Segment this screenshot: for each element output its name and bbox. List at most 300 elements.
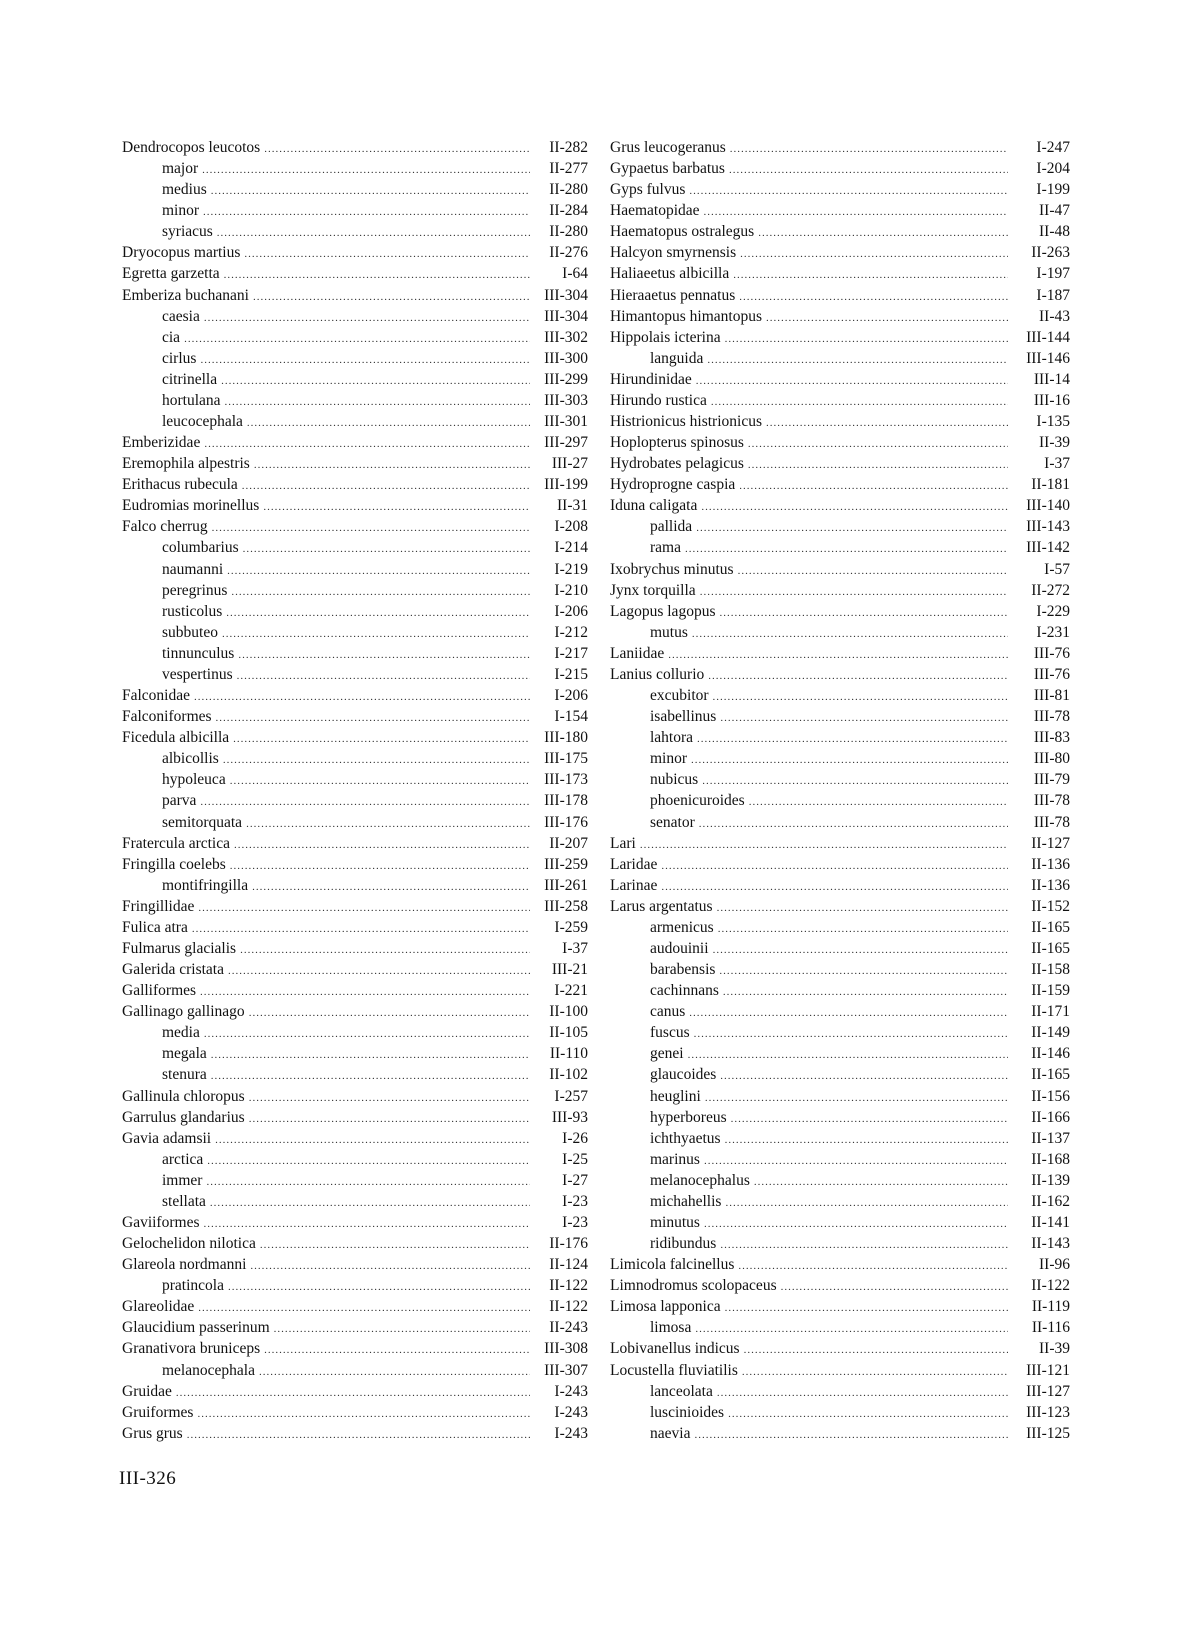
- entry-page-ref: I-219: [554, 560, 588, 578]
- index-entry: [122, 474, 588, 495]
- entry-page-ref: III-178: [544, 792, 588, 810]
- dot-leader: [231, 582, 530, 603]
- index-entry: [122, 1149, 588, 1170]
- index-entry: [610, 706, 1070, 727]
- entry-name: caesia: [162, 307, 200, 325]
- entry-page-ref: III-304: [544, 286, 588, 304]
- entry-page-ref: III-121: [1026, 1361, 1070, 1379]
- entry-name: Haematopus ostralegus: [610, 223, 755, 241]
- entry-name: Limnodromus scolopaceus: [610, 1277, 777, 1295]
- entry-page-ref: II-165: [1031, 939, 1070, 957]
- entry-page-ref: III-258: [544, 897, 588, 915]
- dot-leader: [713, 687, 1008, 708]
- entry-name: Larus argentatus: [610, 897, 713, 915]
- entry-name: columbarius: [162, 539, 239, 557]
- index-entry: [122, 622, 588, 643]
- entry-page-ref: I-57: [1044, 560, 1070, 578]
- entry-page-ref: II-136: [1031, 876, 1070, 894]
- entry-name: stenura: [162, 1066, 207, 1084]
- index-entry: [122, 769, 588, 790]
- index-entry: [122, 327, 588, 348]
- entry-name: Emberiza buchanani: [122, 286, 249, 304]
- dot-leader: [203, 1214, 530, 1235]
- index-entry: [610, 1275, 1070, 1296]
- dot-leader: [725, 1298, 1008, 1319]
- entry-page-ref: II-137: [1031, 1129, 1070, 1147]
- entry-page-ref: II-102: [549, 1066, 588, 1084]
- index-entry: [610, 896, 1070, 917]
- index-entry: [122, 917, 588, 938]
- index-entry: [610, 1170, 1070, 1191]
- dot-leader: [766, 413, 1008, 434]
- index-entry: [122, 348, 588, 369]
- dot-leader: [720, 1066, 1008, 1087]
- index-entry: [610, 1338, 1070, 1359]
- index-entry: [610, 727, 1070, 748]
- entry-name: Hieraaetus pennatus: [610, 286, 736, 304]
- index-entry: [610, 685, 1070, 706]
- entry-name: subbuteo: [162, 623, 218, 641]
- dot-leader: [237, 666, 530, 687]
- index-entry: [122, 854, 588, 875]
- entry-page-ref: II-39: [1039, 1340, 1070, 1358]
- entry-name: Locustella fluviatilis: [610, 1361, 738, 1379]
- entry-name: leucocephala: [162, 413, 243, 431]
- dot-leader: [242, 476, 530, 497]
- dot-leader: [728, 1404, 1008, 1425]
- dot-leader: [223, 750, 530, 771]
- index-entry: [610, 1149, 1070, 1170]
- entry-name: cia: [162, 328, 181, 346]
- entry-name: tinnunculus: [162, 644, 235, 662]
- entry-name: Falco cherrug: [122, 518, 208, 536]
- index-entry: [122, 516, 588, 537]
- index-entry: [610, 1423, 1070, 1444]
- entry-page-ref: II-48: [1039, 223, 1070, 241]
- dot-leader: [211, 1066, 530, 1087]
- dot-leader: [685, 539, 1008, 560]
- entry-page-ref: I-154: [554, 708, 588, 726]
- entry-name: Haematopidae: [610, 202, 700, 220]
- entry-page-ref: I-187: [1036, 286, 1070, 304]
- entry-name: Fulmarus glacialis: [122, 939, 237, 957]
- entry-page-ref: III-299: [544, 370, 588, 388]
- entry-page-ref: II-136: [1031, 855, 1070, 873]
- index-entry: [610, 622, 1070, 643]
- entry-page-ref: II-263: [1031, 244, 1070, 262]
- index-entry: [610, 200, 1070, 221]
- dot-leader: [748, 434, 1008, 455]
- index-column-left: [122, 137, 588, 1444]
- index-entry: [610, 1402, 1070, 1423]
- entry-name: canus: [650, 1003, 686, 1021]
- entry-page-ref: II-156: [1031, 1087, 1070, 1105]
- entry-name: Grus leucogeranus: [610, 139, 726, 156]
- entry-page-ref: II-146: [1031, 1045, 1070, 1063]
- entry-name: peregrinus: [162, 581, 228, 599]
- entry-page-ref: III-180: [544, 729, 588, 747]
- entry-page-ref: II-158: [1031, 961, 1070, 979]
- index-entry: [610, 1254, 1070, 1275]
- index-entry: [122, 1022, 588, 1043]
- index-entry: [122, 1086, 588, 1107]
- index-entry: [610, 1233, 1070, 1254]
- entry-name: melanocephalus: [650, 1171, 750, 1189]
- dot-leader: [234, 835, 530, 856]
- entry-name: syriacus: [162, 223, 213, 241]
- entry-page-ref: III-308: [544, 1340, 588, 1358]
- entry-page-ref: II-116: [1031, 1319, 1070, 1337]
- dot-leader: [259, 1362, 530, 1383]
- entry-page-ref: III-142: [1026, 539, 1070, 557]
- dot-leader: [740, 244, 1008, 265]
- entry-page-ref: II-280: [549, 223, 588, 241]
- entry-page-ref: III-78: [1033, 708, 1070, 726]
- index-entry: [122, 453, 588, 474]
- index-entry: [122, 1128, 588, 1149]
- entry-page-ref: I-247: [1036, 139, 1070, 156]
- entry-page-ref: II-168: [1031, 1150, 1070, 1168]
- entry-page-ref: II-282: [549, 139, 588, 156]
- dot-leader: [696, 371, 1008, 392]
- entry-page-ref: III-303: [544, 391, 588, 409]
- index-entry: [610, 1107, 1070, 1128]
- dot-leader: [725, 1193, 1008, 1214]
- entry-page-ref: II-176: [549, 1235, 588, 1253]
- entry-page-ref: III-144: [1026, 328, 1070, 346]
- entry-name: pratincola: [162, 1277, 224, 1295]
- index-entry: [610, 1212, 1070, 1233]
- dot-leader: [731, 1109, 1008, 1130]
- dot-leader: [197, 1404, 530, 1425]
- entry-name: Hydrobates pelagicus: [610, 455, 744, 473]
- entry-name: Eudromias morinellus: [122, 497, 260, 515]
- dot-leader: [206, 1172, 530, 1193]
- dot-leader: [254, 455, 530, 476]
- entry-name: Gallinula chloropus: [122, 1087, 245, 1105]
- dot-leader: [187, 1425, 530, 1446]
- index-entry: [610, 1381, 1070, 1402]
- dot-leader: [260, 1235, 530, 1256]
- dot-leader: [754, 1172, 1008, 1193]
- index-entry: [122, 1423, 588, 1444]
- entry-name: Iduna caligata: [610, 497, 698, 515]
- index-entry: [610, 516, 1070, 537]
- entry-page-ref: II-165: [1031, 1066, 1070, 1084]
- index-entry: [122, 1296, 588, 1317]
- dot-leader: [194, 687, 530, 708]
- dot-leader: [704, 1151, 1008, 1172]
- entry-name: Garrulus glandarius: [122, 1108, 245, 1126]
- entry-page-ref: I-217: [554, 644, 588, 662]
- dot-leader: [718, 919, 1008, 940]
- entry-page-ref: III-146: [1026, 349, 1070, 367]
- dot-leader: [221, 371, 530, 392]
- entry-page-ref: III-301: [544, 413, 588, 431]
- index-entry: [122, 263, 588, 284]
- index-entry: [122, 390, 588, 411]
- entry-name: Gruidae: [122, 1382, 172, 1400]
- entry-name: hyperboreus: [650, 1108, 727, 1126]
- entry-name: senator: [650, 813, 695, 831]
- index-entry: [610, 242, 1070, 263]
- entry-name: albicollis: [162, 750, 219, 768]
- entry-page-ref: I-135: [1036, 413, 1070, 431]
- entry-page-ref: I-243: [554, 1424, 588, 1442]
- index-entry: [610, 833, 1070, 854]
- index-entry: [610, 790, 1070, 811]
- entry-name: luscinioides: [650, 1403, 725, 1421]
- dot-leader: [222, 624, 530, 645]
- index-entry: [122, 179, 588, 200]
- index-entry: [610, 474, 1070, 495]
- entry-name: Hydroprogne caspia: [610, 476, 736, 494]
- dot-leader: [725, 329, 1008, 350]
- entry-name: Lobivanellus indicus: [610, 1340, 740, 1358]
- dot-leader: [717, 1383, 1008, 1404]
- dot-leader: [225, 392, 530, 413]
- dot-leader: [198, 1298, 530, 1319]
- index-entry: [610, 1191, 1070, 1212]
- entry-page-ref: I-37: [562, 939, 588, 957]
- index-entry: [122, 1275, 588, 1296]
- dot-leader: [264, 139, 530, 160]
- index-entry: [610, 453, 1070, 474]
- entry-page-ref: II-284: [549, 202, 588, 220]
- entry-page-ref: I-259: [554, 918, 588, 936]
- dot-leader: [274, 1319, 530, 1340]
- dot-leader: [238, 645, 530, 666]
- index-entry: [122, 1107, 588, 1128]
- entry-name: languida: [650, 349, 704, 367]
- entry-name: Fulica atra: [122, 918, 188, 936]
- index-entry: [610, 1001, 1070, 1022]
- entry-page-ref: II-122: [549, 1298, 588, 1316]
- entry-name: medius: [162, 181, 207, 199]
- entry-name: fuscus: [650, 1024, 690, 1042]
- dot-leader: [246, 814, 530, 835]
- entry-name: Erithacus rubecula: [122, 476, 238, 494]
- entry-page-ref: I-243: [554, 1403, 588, 1421]
- entry-name: Hirundo rustica: [610, 391, 707, 409]
- entry-page-ref: III-78: [1033, 813, 1070, 831]
- entry-page-ref: III-16: [1033, 391, 1070, 409]
- index-entry: [122, 242, 588, 263]
- entry-page-ref: II-243: [549, 1319, 588, 1337]
- dot-leader: [202, 160, 530, 181]
- dot-leader: [744, 1340, 1008, 1361]
- dot-leader: [253, 287, 530, 308]
- entry-page-ref: II-149: [1031, 1024, 1070, 1042]
- entry-name: rama: [650, 539, 681, 557]
- entry-page-ref: III-76: [1033, 665, 1070, 683]
- index-entry: [610, 495, 1070, 516]
- entry-name: lahtora: [650, 729, 694, 747]
- index-entry: [610, 1360, 1070, 1381]
- entry-name: hortulana: [162, 391, 221, 409]
- dot-leader: [203, 202, 530, 223]
- index-entry: [610, 1296, 1070, 1317]
- entry-page-ref: III-80: [1033, 750, 1070, 768]
- entry-name: Egretta garzetta: [122, 265, 220, 283]
- index-entry: [122, 158, 588, 179]
- entry-name: genei: [650, 1045, 684, 1063]
- dot-leader: [692, 624, 1008, 645]
- index-entry: [122, 1001, 588, 1022]
- index-entry: [122, 411, 588, 432]
- dot-leader: [216, 708, 530, 729]
- entry-name: ridibundus: [650, 1235, 717, 1253]
- entry-page-ref: II-276: [549, 244, 588, 262]
- dot-leader: [695, 1319, 1008, 1340]
- index-entry: [122, 1317, 588, 1338]
- entry-page-ref: II-277: [549, 160, 588, 178]
- entry-page-ref: I-64: [562, 265, 588, 283]
- entry-name: Dryocopus martius: [122, 244, 241, 262]
- dot-leader: [192, 919, 530, 940]
- index-entry: [122, 959, 588, 980]
- index-entry: [610, 769, 1070, 790]
- entry-page-ref: III-27: [551, 455, 588, 473]
- entry-name: marinus: [650, 1150, 700, 1168]
- entry-page-ref: III-123: [1026, 1403, 1070, 1421]
- index-entry: [122, 1381, 588, 1402]
- dot-leader: [766, 308, 1008, 329]
- entry-name: Laridae: [610, 855, 658, 873]
- entry-page-ref: II-207: [549, 834, 588, 852]
- entry-page-ref: III-297: [544, 434, 588, 452]
- entry-name: glaucoides: [650, 1066, 717, 1084]
- entry-page-ref: II-159: [1031, 982, 1070, 1000]
- entry-page-ref: III-176: [544, 813, 588, 831]
- dot-leader: [733, 265, 1008, 286]
- entry-page-ref: I-26: [562, 1129, 588, 1147]
- index-entry: [610, 1022, 1070, 1043]
- index-entry: [122, 833, 588, 854]
- dot-leader: [723, 982, 1008, 1003]
- entry-name: barabensis: [650, 961, 716, 979]
- entry-name: nubicus: [650, 771, 699, 789]
- entry-page-ref: I-214: [554, 539, 588, 557]
- entry-page-ref: III-81: [1033, 687, 1070, 705]
- entry-name: major: [162, 160, 199, 178]
- index-entry: [122, 980, 588, 1001]
- index-entry: [610, 748, 1070, 769]
- index-entry: [122, 559, 588, 580]
- entry-name: heuglini: [650, 1087, 701, 1105]
- dot-leader: [224, 265, 530, 286]
- index-entry: [610, 1317, 1070, 1338]
- entry-name: Grus grus: [122, 1424, 183, 1442]
- entry-name: minor: [650, 750, 688, 768]
- index-entry: [122, 643, 588, 664]
- dot-leader: [699, 814, 1008, 835]
- entry-name: armenicus: [650, 918, 714, 936]
- index-entry: [122, 1402, 588, 1423]
- entry-page-ref: II-181: [1031, 476, 1070, 494]
- dot-leader: [249, 1109, 530, 1130]
- index-entry: [610, 980, 1070, 1001]
- dot-leader: [207, 1151, 530, 1172]
- entry-page-ref: I-23: [562, 1192, 588, 1210]
- entry-page-ref: I-210: [554, 581, 588, 599]
- entry-page-ref: III-261: [544, 876, 588, 894]
- index-entry: [122, 1064, 588, 1085]
- entry-name: montifringilla: [162, 876, 249, 894]
- index-entry: [610, 537, 1070, 558]
- entry-name: Hoplopterus spinosus: [610, 434, 744, 452]
- entry-name: Glareola nordmanni: [122, 1256, 247, 1274]
- index-entry: [610, 580, 1070, 601]
- entry-name: michahellis: [650, 1192, 722, 1210]
- dot-leader: [227, 561, 530, 582]
- entry-page-ref: I-231: [1036, 623, 1070, 641]
- index-entry: [610, 854, 1070, 875]
- entry-name: Gavia adamsii: [122, 1129, 212, 1147]
- entry-name: Glaucidium passerinum: [122, 1319, 270, 1337]
- entry-name: Hirundinidae: [610, 370, 692, 388]
- entry-page-ref: II-122: [1031, 1277, 1070, 1295]
- entry-name: Himantopus himantopus: [610, 307, 762, 325]
- entry-name: excubitor: [650, 687, 709, 705]
- dot-leader: [742, 1362, 1008, 1383]
- index-entry: [610, 179, 1070, 200]
- index-entry: [122, 495, 588, 516]
- entry-name: parva: [162, 792, 197, 810]
- index-entry: [610, 327, 1070, 348]
- entry-page-ref: III-143: [1026, 518, 1070, 536]
- entry-name: cachinnans: [650, 982, 719, 1000]
- index-entry: [122, 706, 588, 727]
- index-entry: [122, 1338, 588, 1359]
- index-entry: [122, 537, 588, 558]
- entry-page-ref: II-141: [1031, 1213, 1070, 1231]
- entry-name: media: [162, 1024, 200, 1042]
- dot-leader: [781, 1277, 1008, 1298]
- dot-leader: [176, 1383, 530, 1404]
- entry-name: Glareolidae: [122, 1298, 195, 1316]
- dot-leader: [240, 940, 530, 961]
- entry-name: Hippolais icterina: [610, 328, 721, 346]
- entry-name: Limicola falcinellus: [610, 1256, 735, 1274]
- entry-name: Dendrocopos leucotos: [122, 139, 261, 156]
- dot-leader: [729, 160, 1008, 181]
- dot-leader: [719, 603, 1008, 624]
- dot-leader: [730, 139, 1008, 160]
- dot-leader: [230, 856, 530, 877]
- dot-leader: [204, 308, 530, 329]
- entry-name: stellata: [162, 1192, 206, 1210]
- dot-leader: [184, 329, 530, 350]
- dot-leader: [720, 1235, 1008, 1256]
- dot-leader: [748, 455, 1008, 476]
- entry-page-ref: II-272: [1031, 581, 1070, 599]
- dot-leader: [263, 497, 530, 518]
- dot-leader: [204, 1024, 530, 1045]
- dot-leader: [244, 244, 530, 265]
- index-entry: [122, 137, 588, 158]
- entry-page-ref: I-257: [554, 1087, 588, 1105]
- dot-leader: [717, 898, 1008, 919]
- dot-leader: [708, 666, 1008, 687]
- entry-name: Fratercula arctica: [122, 834, 230, 852]
- entry-name: Gallinago gallinago: [122, 1003, 245, 1021]
- entry-page-ref: I-199: [1036, 181, 1070, 199]
- index-entry: [122, 727, 588, 748]
- entry-page-ref: III-304: [544, 307, 588, 325]
- dot-leader: [689, 181, 1008, 202]
- entry-page-ref: III-76: [1033, 644, 1070, 662]
